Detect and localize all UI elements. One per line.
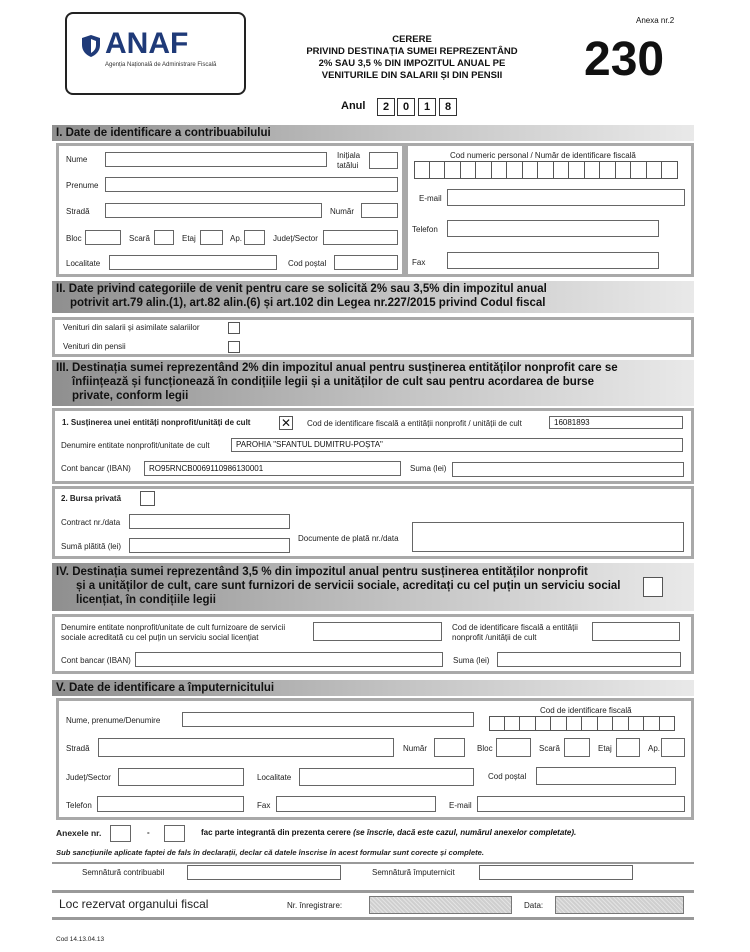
judet-field[interactable] [323,230,398,245]
cif-field[interactable]: 16081893 [549,416,683,429]
s5-cif-cells[interactable] [489,716,675,731]
anaf-logo-box [65,12,246,95]
s5-strada-label: Stradă [66,744,90,753]
anexe-from-field[interactable] [110,825,131,842]
cnp-cell[interactable] [554,161,570,179]
section-4-heading-2: și a unităților de cult, care sunt furnizori de servicii sociale, acreditați cu cel puțin un serviciu social [76,580,621,592]
cnp-cell[interactable] [476,161,492,179]
cif-cell[interactable] [660,716,676,731]
cnp-cell[interactable] [430,161,446,179]
s5-cod-postal-label: Cod poștal [488,772,527,781]
section-3-heading-1: III. Destinația sumei reprezentând 2% din impozitul anual pentru susținerea entităților nonprofit care se [56,362,618,374]
cif-cell[interactable] [613,716,629,731]
s4-iban-field[interactable] [135,652,443,667]
anexe-to-field[interactable] [164,825,185,842]
semn-contrib-field[interactable] [187,865,341,880]
s4-denumire-label-1: Denumire entitate nonprofit/unitate de cult furnizoare de servicii [61,623,286,632]
data-field [555,896,684,914]
nr-inreg-field [369,896,512,914]
section-3-title [52,360,694,406]
anexe-note-text: (se înscrie, dacă este cazul, numărul anexelor completate). [353,828,577,837]
s4-cif-label-1: Cod de identificare fiscală a entității [452,623,578,632]
s5-numar-field[interactable] [434,738,465,757]
title-line: 2% SAU 3,5 % DIN IMPOZITUL ANUAL PE [318,58,506,69]
checkmark-x-icon: ✕ [280,416,292,430]
cif-cell[interactable] [489,716,505,731]
localitate-field[interactable] [109,255,277,270]
telefon-label: Telefon [412,225,438,234]
suma-field[interactable] [452,462,684,477]
section-1-heading: I. Date de identificare a contribuabilului [56,127,271,139]
cnp-cell[interactable] [647,161,663,179]
nr-inreg-label: Nr. înregistrare: [287,901,343,910]
fax-field[interactable] [447,252,659,269]
section-1-title [52,125,694,141]
s5-etaj-field[interactable] [616,738,640,757]
s5-email-label: E-mail [449,801,472,810]
s5-bloc-label: Bloc [477,744,493,753]
initiala-label: Inițiala [337,151,361,160]
doc-plata-label: Documente de plată nr./data [298,534,399,543]
s4-iban-label: Cont bancar (IBAN) [61,656,131,665]
s4-cif-field[interactable] [592,622,680,641]
s5-scara-label: Scară [539,744,560,753]
cod-postal-field[interactable] [334,255,398,270]
anexele-label: Anexele nr. [56,828,102,838]
cif-cell[interactable] [536,716,552,731]
sanctiuni-text: Sub sancțiunile aplicate faptei de fals în declarații, declar că datele înscrise în acest formular sunt corecte și complete. [56,848,484,857]
prenume-label: Prenume [66,181,99,190]
semn-imput-field[interactable] [479,865,633,880]
iban-label: Cont bancar (IBAN) [61,464,131,473]
cnp-label: Cod numeric personal / Număr de identificare fiscală [450,151,636,160]
section-5-title [52,680,694,696]
logo-text: ANAF [105,27,189,60]
s5-judet-label: Județ/Sector [66,773,111,782]
doc-plata-field[interactable] [412,522,684,552]
strada-label: Stradă [66,207,90,216]
bursa-label: 2. Bursa privată [61,494,122,503]
cnp-cell[interactable] [662,161,678,179]
prenume-field[interactable] [105,177,398,192]
s5-email-field[interactable] [477,796,685,812]
title-line: PRIVIND DESTINAȚIA SUMEI REPREZENTÂND [306,46,518,57]
venit-pensii-checkbox[interactable] [228,341,240,353]
anexe-main-text: fac parte integrantă din prezenta cerere [201,828,351,837]
section-4-checkbox[interactable] [643,577,663,597]
cif-label: Cod de identificare fiscală a entității nonprofit / unității de cult [307,419,522,428]
cnp-cell[interactable] [585,161,601,179]
venit-salarii-checkbox[interactable] [228,322,240,334]
form-title [280,34,544,82]
denumire-label: Denumire entitate nonprofit/unitate de cult [61,441,210,450]
s5-localitate-field[interactable] [299,768,474,786]
sustinere-label: 1. Susținerea unei entități nonprofit/unități de cult [62,418,251,427]
cnp-cell[interactable] [569,161,585,179]
s5-etaj-label: Etaj [598,744,612,753]
bloc-label: Bloc [66,234,82,243]
year-digit[interactable]: 8 [439,98,457,116]
ap-field[interactable] [244,230,265,245]
s5-bloc-field[interactable] [496,738,531,757]
signature-line [52,862,694,864]
etaj-field[interactable] [200,230,223,245]
ap-label: Ap. [230,234,243,243]
cnp-cell[interactable] [631,161,647,179]
bursa-checkbox[interactable] [140,491,155,506]
s4-suma-field[interactable] [497,652,681,667]
s4-denumire-label-2: sociale acreditată cu cel puțin un serviciu social licențiat [61,633,259,642]
section-2-heading-2: potrivit art.79 alin.(1), art.82 alin.(6) și art.102 din Legea nr.227/2015 privind Codul fiscal [70,297,546,309]
s5-fax-field[interactable] [276,796,436,812]
semn-imput-label: Semnătură împuternicit [372,868,455,877]
nume-field[interactable] [105,152,327,167]
bloc-field[interactable] [85,230,121,245]
cnp-cell[interactable] [461,161,477,179]
venit-pensii-label: Venituri din pensii [63,342,126,351]
section-4-heading-3: licențiat, în condițiile legii [76,594,216,606]
s5-numar-label: Număr [403,744,428,753]
s5-judet-field[interactable] [118,768,244,786]
scara-label: Scară [129,234,150,243]
s5-strada-field[interactable] [98,738,394,757]
cnp-cell[interactable] [445,161,461,179]
tatalui-label: tatălui [337,161,359,170]
numar-label: Număr [330,207,355,216]
suma-platita-field[interactable] [129,538,290,553]
cif-cell[interactable] [582,716,598,731]
year-digit[interactable]: 0 [397,98,415,116]
anexe-dash: - [147,828,150,837]
cif-cell[interactable] [551,716,567,731]
strada-field[interactable] [105,203,322,218]
cnp-cell[interactable] [538,161,554,179]
loc-rezervat-label: Loc rezervat organului fiscal [59,897,209,911]
section-5-heading: V. Date de identificare a împuternicitului [56,682,275,694]
cnp-cell[interactable] [616,161,632,179]
s5-cod-postal-field[interactable] [536,767,676,785]
section-2-heading-1: II. Date privind categoriile de venit pentru care se solicită 2% sau 3,5% din impozitul anual [56,283,547,295]
year-label: Anul [341,100,366,112]
s5-cif-label: Cod de identificare fiscală [540,706,632,715]
s5-ap-label: Ap. [648,744,661,753]
fax-label: Fax [412,258,426,267]
anexe-text [201,828,576,837]
cnp-cells[interactable] [414,161,678,179]
numar-field[interactable] [361,203,398,218]
contract-field[interactable] [129,514,290,529]
contract-label: Contract nr./data [61,518,121,527]
s4-denumire-field[interactable] [313,622,442,641]
s5-ap-field[interactable] [661,738,685,757]
nume-label: Nume [66,155,88,164]
telefon-field[interactable] [447,220,659,237]
form-number: 230 [584,33,665,86]
section-4-heading-1: IV. Destinația sumei reprezentând 3,5 % din impozitul anual pentru susținerea entităților nonprofit [56,566,588,578]
cif-cell[interactable] [629,716,645,731]
shield-icon [81,34,101,58]
suma-label: Suma (lei) [410,464,447,473]
etaj-label: Etaj [182,234,196,243]
data-label: Data: [524,901,544,910]
denumire-field[interactable]: PAROHIA "SFANTUL DUMITRU-POȘTA" [231,438,683,452]
cnp-cell[interactable] [523,161,539,179]
iban-field[interactable]: RO95RNCB0069110986130001 [144,461,401,476]
cnp-cell[interactable] [492,161,508,179]
s5-scara-field[interactable] [564,738,590,757]
initiala-field[interactable] [369,152,398,169]
localitate-label: Localitate [66,259,101,268]
s5-fax-label: Fax [257,801,271,810]
s5-nume-field[interactable] [182,712,474,727]
section-3-heading-2: înființează și funcționează în condițiile legii și a unităților de cult sau pentru acordarea de burse [72,376,595,388]
scara-field[interactable] [154,230,174,245]
cif-cell[interactable] [567,716,583,731]
cnp-cell[interactable] [507,161,523,179]
section-3-heading-3: private, conform legii [72,390,189,402]
cif-cell[interactable] [644,716,660,731]
s5-nume-label: Nume, prenume/Denumire [66,716,161,725]
suma-platita-label: Sumă plătită (lei) [61,542,122,551]
semn-contrib-label: Semnătură contribuabil [82,868,165,877]
year-digit[interactable]: 1 [418,98,436,116]
cif-cell[interactable] [505,716,521,731]
year-digit[interactable]: 2 [377,98,395,116]
section-2-title [52,281,694,313]
form-code: Cod 14.13.04.13 [56,936,105,943]
cod-postal-label: Cod poștal [288,259,327,268]
email-label: E-mail [419,194,442,203]
s5-telefon-field[interactable] [97,796,244,812]
s5-localitate-label: Localitate [257,773,292,782]
sustinere-checkbox[interactable] [279,416,293,430]
title-line: CERERE [392,34,432,45]
title-line: VENITURILE DIN SALARII ȘI DIN PENSII [321,70,503,81]
judet-label: Județ/Sector [273,234,318,243]
email-field[interactable] [447,189,685,206]
cif-cell[interactable] [520,716,536,731]
venit-salarii-label: Venituri din salarii și asimilate salariilor [63,323,200,332]
s4-suma-label: Suma (lei) [453,656,490,665]
cnp-cell[interactable] [600,161,616,179]
annex-label: Anexa nr.2 [636,16,675,25]
logo-subtitle: Agenția Națională de Administrare Fiscală [105,62,217,68]
cif-cell[interactable] [598,716,614,731]
s5-telefon-label: Telefon [66,801,92,810]
section-4-title [52,563,694,611]
cnp-cell[interactable] [414,161,430,179]
s4-cif-label-2: nonprofit /unității de cult [452,633,537,642]
